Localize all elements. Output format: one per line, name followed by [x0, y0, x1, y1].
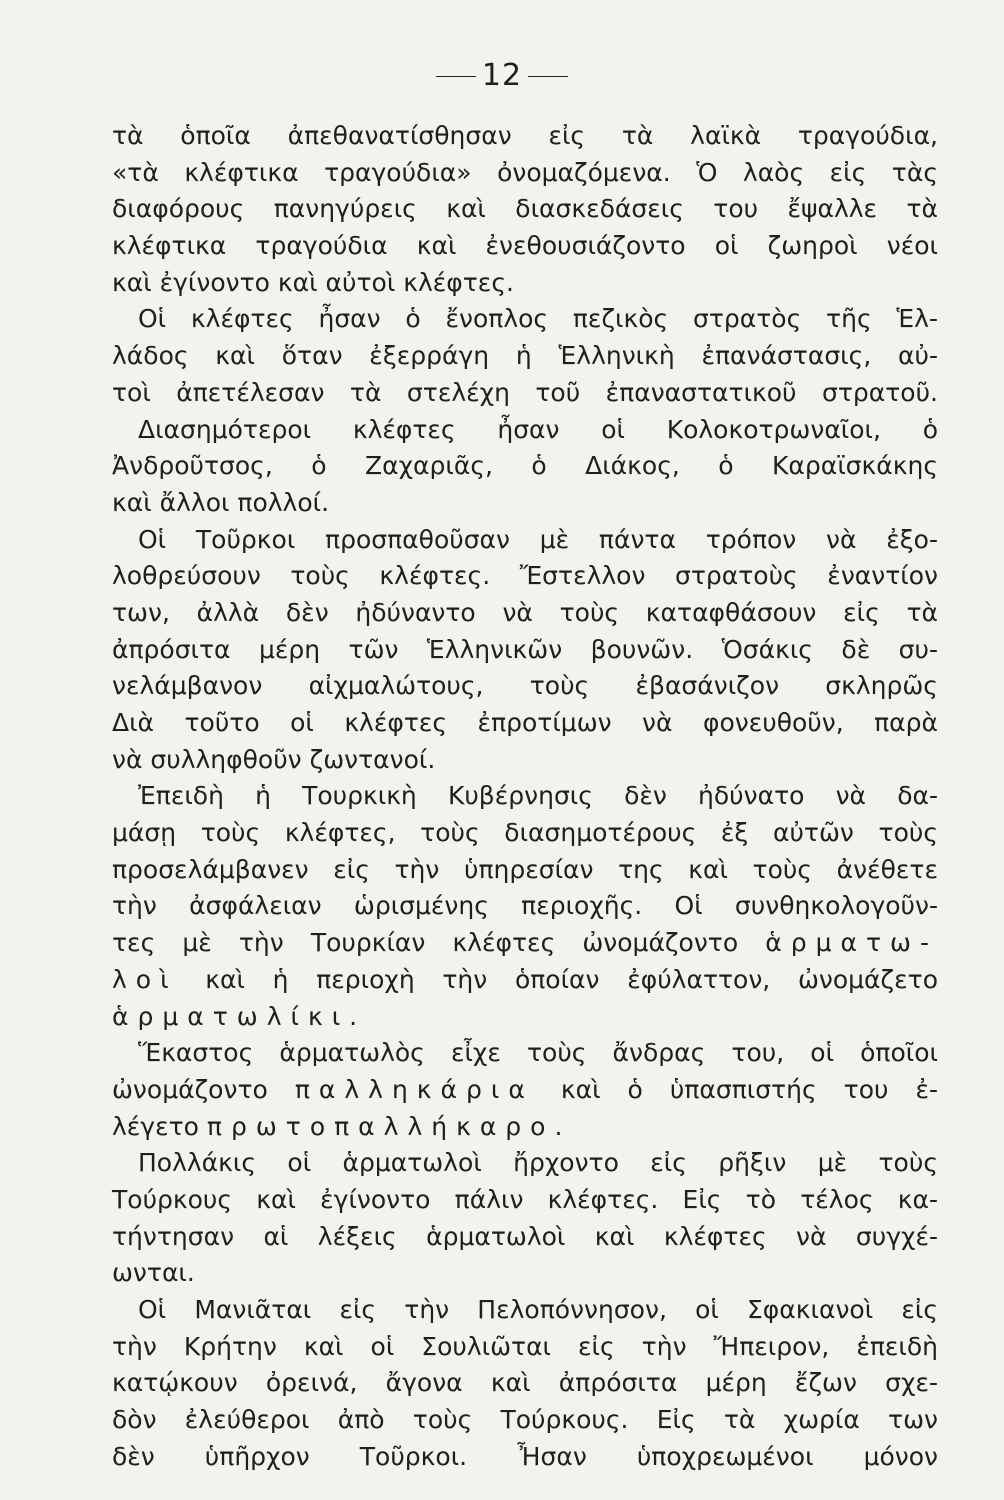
spaced-word: λοὶ	[112, 964, 178, 994]
text-line: Ἐπειδὴ ἡ Τουρκικὴ Κυβέρνησις δὲν ἠδύνατο νὰ δα-	[138, 781, 938, 811]
text-span: ὠνομάζοντο	[112, 1074, 268, 1104]
text-line: Ἕκαστος ἁρματωλὸς εἶχε τοὺς ἄνδρας του, οἱ ὁποῖοι	[138, 1038, 938, 1068]
page-header	[0, 58, 1004, 93]
text-line: Ἀνδροῦτσος, ὁ Ζαχαριᾶς, ὁ Διάκος, ὁ Καραϊσκάκης	[112, 451, 938, 481]
text-line: δὸν ἐλεύθεροι ἀπὸ τοὺς Τούρκους. Εἰς τὰ χωρία των	[112, 1405, 938, 1435]
text-line	[112, 999, 938, 1036]
text-line: Τούρκους καὶ ἐγίνοντο πάλιν κλέφτες. Εἰς τὸ τέλος κα-	[112, 1184, 938, 1214]
text-line: νὰ συλληφθοῦν ζωντανοί.	[112, 744, 436, 774]
text-line: καὶ ἐγίνοντο καὶ αὐτοὶ κλέφτες.	[112, 267, 514, 297]
text-line: κατῴκουν ὀρεινά, ἄγονα καὶ ἀπρόσιτα μέρη ἔζων σχε-	[112, 1368, 938, 1398]
spaced-word: ἁρματω-	[765, 928, 938, 958]
text-line: διαφόρους πανηγύρεις καὶ διασκεδάσεις του ἔψαλλε τὰ	[112, 194, 938, 224]
text-line: Διασημότεροι κλέφτες ἦσαν οἱ Κολοκοτρωναῖοι, ὁ	[138, 414, 938, 444]
text-line: ωνται.	[112, 1258, 195, 1288]
text-line: καὶ ἄλλοι πολλοί.	[112, 487, 330, 517]
text-line: δὲν ὑπῆρχον Τοῦρκοι. Ἦσαν ὑποχρεωμένοι μόνον	[112, 1441, 938, 1471]
text-span: καὶ ἡ περιοχὴ τὴν ὁποίαν ἐφύλαττον, ὠνομάζετο	[205, 964, 938, 994]
text-line	[112, 1072, 938, 1109]
text-span: τες μὲ τὴν Τουρκίαν κλέφτες ὠνομάζοντο	[112, 928, 739, 958]
header-rule-right	[528, 76, 568, 77]
text-span: λέγετο	[112, 1111, 199, 1141]
text-line: των, ἀλλὰ δὲν ἠδύναντο νὰ τοὺς καταφθάσουν εἰς τὰ	[112, 597, 938, 627]
text-line: προσελάμβανεν εἰς τὴν ὑπηρεσίαν της καὶ τοὺς ἀνέθετε	[112, 854, 938, 884]
text-line: Πολλάκις οἱ ἁρματωλοὶ ἤρχοντο εἰς ρῆξιν μὲ τοὺς	[138, 1148, 938, 1178]
page-number: 12	[481, 58, 523, 93]
text-line: «τὰ κλέφτικα τραγούδια» ὀνομαζόμενα. Ὁ λαὸς εἰς τὰς	[112, 157, 938, 187]
text-line: νελάμβανον αἰχμαλώτους, τοὺς ἐβασάνιζον σκληρῶς	[112, 671, 938, 701]
text-line: Οἱ Μανιᾶται εἰς τὴν Πελοπόννησον, οἱ Σφακιανοὶ εἰς	[138, 1295, 938, 1324]
text-line: λάδος καὶ ὅταν ἐξερράγη ἡ Ἑλληνικὴ ἐπανάστασις, αὐ-	[112, 341, 938, 371]
text-span: καὶ ὁ ὑπασπιστής του ἐ-	[560, 1074, 939, 1104]
text-line	[112, 925, 938, 962]
text-line	[112, 962, 938, 999]
text-line: Οἱ κλέφτες ἦσαν ὁ ἔνοπλος πεζικὸς στρατὸς τῆς Ἑλ-	[138, 304, 938, 334]
text-line: λοθρεύσουν τοὺς κλέφτες. Ἔστελλον στρατοὺς ἐναντίον	[112, 561, 938, 591]
text-line: Οἱ Τοῦρκοι προσπαθοῦσαν μὲ πάντα τρόπον νὰ ἐξο-	[138, 524, 938, 554]
text-line: τήντησαν αἱ λέξεις ἁρματωλοὶ καὶ κλέφτες νὰ συγχέ-	[112, 1221, 938, 1251]
text-line: ἀπρόσιτα μέρη τῶν Ἑλληνικῶν βουνῶν. Ὁσάκις δὲ συ-	[112, 634, 938, 664]
text-line: τὴν ἀσφάλειαν ὡρισμένης περιοχῆς. Οἱ συνθηκολογοῦν-	[112, 891, 938, 921]
text-line: τὴν Κρήτην καὶ οἱ Σουλιῶται εἰς τὴν Ἤπειρον, ἐπειδὴ	[112, 1331, 938, 1361]
spaced-word: ἁρματωλίκι.	[112, 1001, 367, 1031]
text-line: Διὰ τοῦτο οἱ κλέφτες ἐπροτίμων νὰ φονευθοῦν, παρὰ	[112, 708, 938, 737]
text-line	[112, 1109, 938, 1146]
text-line: μάσῃ τοὺς κλέφτες, τοὺς διασημοτέρους ἐξ αὐτῶν τοὺς	[112, 818, 938, 848]
spaced-word: πρωτοπαλλήκαρο.	[206, 1111, 572, 1141]
page-body	[112, 118, 938, 1475]
text-line: κλέφτικα τραγούδια καὶ ἐνεθουσιάζοντο οἱ ζωηροὶ νέοι	[112, 231, 938, 261]
header-rule-left	[436, 76, 476, 77]
text-line: τοὶ ἀπετέλεσαν τὰ στελέχη τοῦ ἐπαναστατικοῦ στρατοῦ.	[112, 377, 938, 407]
spaced-word: παλληκάρια	[294, 1074, 534, 1104]
text-line: τὰ ὁποῖα ἀπεθανατίσθησαν εἰς τὰ λαϊκὰ τραγούδια,	[112, 121, 938, 150]
